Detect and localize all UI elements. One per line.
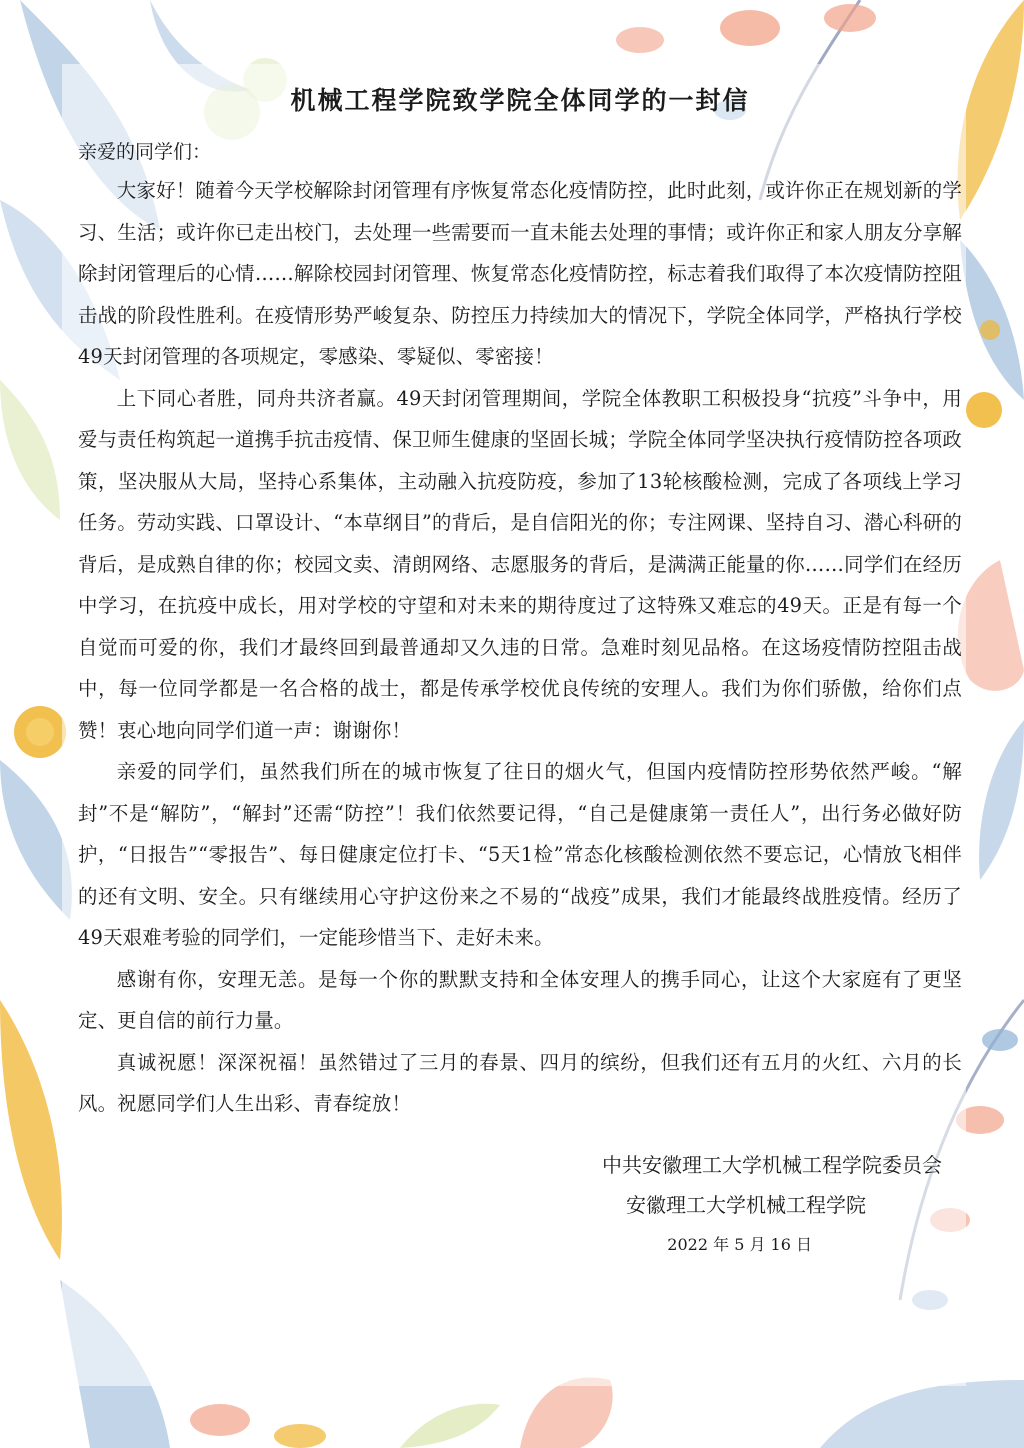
letter-paragraph: 大家好！随着今天学校解除封闭管理有序恢复常态化疫情防控，此时此刻，或许你正在规划新的学习、生活；或许你已走出校门，去处理一些需要而一直未能去处理的事情；或许你正和家人朋友分享解除封闭管理后的心情……解除校园封闭管理、恢复常态化疫情防控，标志着我们取得了本次疫情防控阻击战的阶段性胜利。在疫情形势严峻复杂、防控压力持续加大的情况下，学院全体同学，严格执行学校49天封闭管理的各项规定，零感染、零疑似、零密接！ <box>78 179 962 368</box>
leaf-decoration <box>400 1404 500 1448</box>
bud-decoration <box>720 10 780 46</box>
bud-decoration <box>616 27 664 53</box>
signature-party-committee: 中共安徽理工大学机械工程学院委员会 <box>602 1152 942 1177</box>
signature-school: 安徽理工大学机械工程学院 <box>626 1192 866 1217</box>
leaf-decoration <box>958 0 1024 220</box>
letter-content <box>78 84 962 1263</box>
leaf-decoration <box>0 380 60 520</box>
leaf-decoration <box>979 720 1024 880</box>
berry-decoration <box>980 320 1000 340</box>
bud-decoration <box>982 1029 1018 1051</box>
flower-decoration <box>520 1378 613 1448</box>
letter-paragraph: 亲爱的同学们，虽然我们所在的城市恢复了往日的烟火气，但国内疫情防控形势依然严峻。“解封”不是“解防”，“解封”还需“防控”！我们依然要记得，“自己是健康第一责任人”，出行务必做好防护，“日报告”“零报告”、每日健康定位打卡、“5天1检”常态化核酸检测依然不要忘记，心情放飞相伴的还有文明、安全。只有继续用心守护这份来之不易的“战疫”成果，我们才能最终战胜疫情。经历了49天艰难考验的同学们，一定能珍惜当下、走好未来。 <box>78 760 962 949</box>
berry-decoration <box>966 392 1002 428</box>
bud-decoration <box>274 1424 326 1448</box>
letter-title: 机械工程学院致学院全体同学的一封信 <box>290 86 750 115</box>
leaf-decoration <box>820 1380 1024 1448</box>
letter-paragraph: 真诚祝愿！深深祝福！虽然错过了三月的春景、四月的缤纷，但我们还有五月的火红、六月的长风。祝愿同学们人生出彩、青春绽放！ <box>78 1050 962 1115</box>
letter-paragraph: 上下同心者胜，同舟共济者赢。49天封闭管理期间，学院全体教职工积极投身“抗疫”斗争中，用爱与责任构筑起一道携手抗击疫情、保卫师生健康的坚固长城；学院全体同学坚决执行疫情防控各项政策，坚决服从大局，坚持心系集体，主动融入抗疫防疫，参加了13轮核酸检测，完成了各项线上学习任务。劳动实践、口罩设计、“本草纲目”的背后，是自信阳光的你；专注网课、坚持自习、潜心科研的背后，是成熟自律的你；校园文卖、清朗网络、志愿服务的背后，是满满正能量的你……同学们在经历中学习，在抗疫中成长，用对学校的守望和对未来的期待度过了这特殊又难忘的49天。正是有每一个自觉而可爱的你，我们才最终回到最普通却又久违的日常。急难时刻见品格。在这场疫情防控阻击战中，每一位同学都是一名合格的战士，都是传承学校优良传统的安理人。我们为你们骄傲，给你们点赞！衷心地向同学们道一声：谢谢你！ <box>78 386 962 742</box>
bud-decoration <box>824 4 876 32</box>
flower-decoration <box>958 560 1024 691</box>
leaf-decoration <box>0 1000 62 1260</box>
berry-decoration <box>26 718 54 746</box>
letter-paragraph: 感谢有你，安理无恙。是每一个你的默默支持和全体安理人的携手同心，让这个大家庭有了更坚定、更自信的前行力量。 <box>78 967 962 1032</box>
letter-date: 2022 年 5 月 16 日 <box>667 1234 812 1254</box>
bud-decoration <box>190 1404 250 1436</box>
letter-greeting: 亲爱的同学们： <box>78 141 212 163</box>
leaf-decoration <box>960 240 1024 400</box>
